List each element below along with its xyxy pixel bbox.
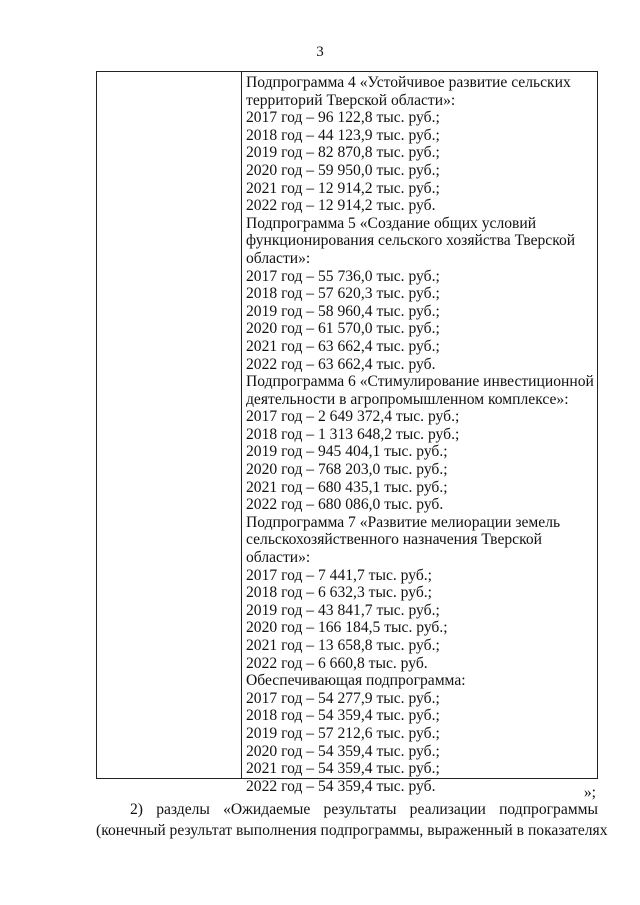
paragraph-word: разделы [156,801,210,818]
table-line: Обеспечивающая подпрограмма: [246,672,466,690]
table-line: 2022 год – 54 359,4 тыс. руб. [246,777,436,795]
table-line: сельскохозяйственного назначения Тверской [246,531,543,549]
table-line: функционирования сельского хозяйства Тверской [246,232,576,250]
table-line: территорий Тверской области»: [246,91,456,109]
table-line: 2017 год – 2 649 372,4 тыс. руб.; [246,408,460,426]
paragraph-word: подпрограммы [499,801,598,818]
paragraph-word: реализации [409,801,486,818]
paragraph-item-2 [96,799,598,820]
table-line: 2022 год – 680 086,0 тыс. руб. [246,496,444,514]
table-line: 2021 год – 12 914,2 тыс. руб.; [246,179,440,197]
table-line: 2018 год – 57 620,3 тыс. руб.; [246,285,440,303]
table-line: деятельности в агропромышленном комплексе»: [246,390,569,408]
table-line: 2020 год – 61 570,0 тыс. руб.; [246,320,440,338]
table-line: 2020 год – 166 184,5 тыс. руб.; [246,619,448,637]
table-line: 2018 год – 1 313 648,2 тыс. руб.; [246,425,460,443]
table-line: области»: [246,249,311,267]
table-line: 2018 год – 6 632,3 тыс. руб.; [246,584,433,602]
table-line: 2018 год – 44 123,9 тыс. руб.; [246,126,440,144]
table-line: 2021 год – 13 658,8 тыс. руб.; [246,637,440,654]
table-column-divider [241,72,242,778]
table-line: области»: [246,549,311,567]
closing-quote: »; [583,784,596,801]
table-line: 2022 год – 63 662,4 тыс. руб. [246,355,436,373]
table-line: 2020 год – 768 203,0 тыс. руб.; [246,461,448,479]
table-line: 2019 год – 58 960,4 тыс. руб.; [246,302,440,320]
table-line: 2017 год – 96 122,8 тыс. руб.; [246,109,440,127]
table-line: 2019 год – 82 870,8 тыс. руб.; [246,144,440,162]
table-line: 2021 год – 680 435,1 тыс. руб.; [246,478,448,496]
table-line: 2020 год – 59 950,0 тыс. руб.; [246,161,440,179]
financing-table [96,71,598,795]
table-line: 2021 год – 63 662,4 тыс. руб.; [246,337,440,355]
table-line: 2022 год – 12 914,2 тыс. руб. [246,197,436,215]
paragraph-word: «Ожидаемые [223,801,311,818]
paragraph-justified-line [130,799,598,820]
paragraph-word: результаты [323,801,397,818]
table-line: Подпрограмма 4 «Устойчивое развитие сельских [246,74,571,91]
table-line: 2019 год – 43 841,7 тыс. руб.; [246,601,440,619]
table-line: 2017 год – 7 441,7 тыс. руб.; [246,566,433,584]
table-line: 2021 год – 54 359,4 тыс. руб.; [246,760,440,778]
table-line: Подпрограмма 6 «Стимулирование инвестиционной [246,373,594,391]
table-line: 2017 год – 54 277,9 тыс. руб.; [246,689,440,707]
table-line: Подпрограмма 7 «Развитие мелиорации земель [246,513,561,531]
table-line: 2018 год – 54 359,4 тыс. руб.; [246,707,440,725]
paragraph-continuation: (конечный результат выполнения подпрограммы, выраженный в показателях [96,822,608,839]
table-line: 2017 год – 55 736,0 тыс. руб.; [246,267,440,285]
table-line: 2019 год – 57 212,6 тыс. руб.; [246,724,440,742]
table-line: 2019 год – 945 404,1 тыс. руб.; [246,443,448,461]
table-line: Подпрограмма 5 «Создание общих условий [246,214,537,232]
table-line: 2022 год – 6 660,8 тыс. руб. [246,654,428,672]
table-line: 2020 год – 54 359,4 тыс. руб.; [246,742,440,760]
page-number: 3 [316,44,324,60]
table-right-cell [246,74,596,795]
paragraph-word: 2) [130,801,143,818]
